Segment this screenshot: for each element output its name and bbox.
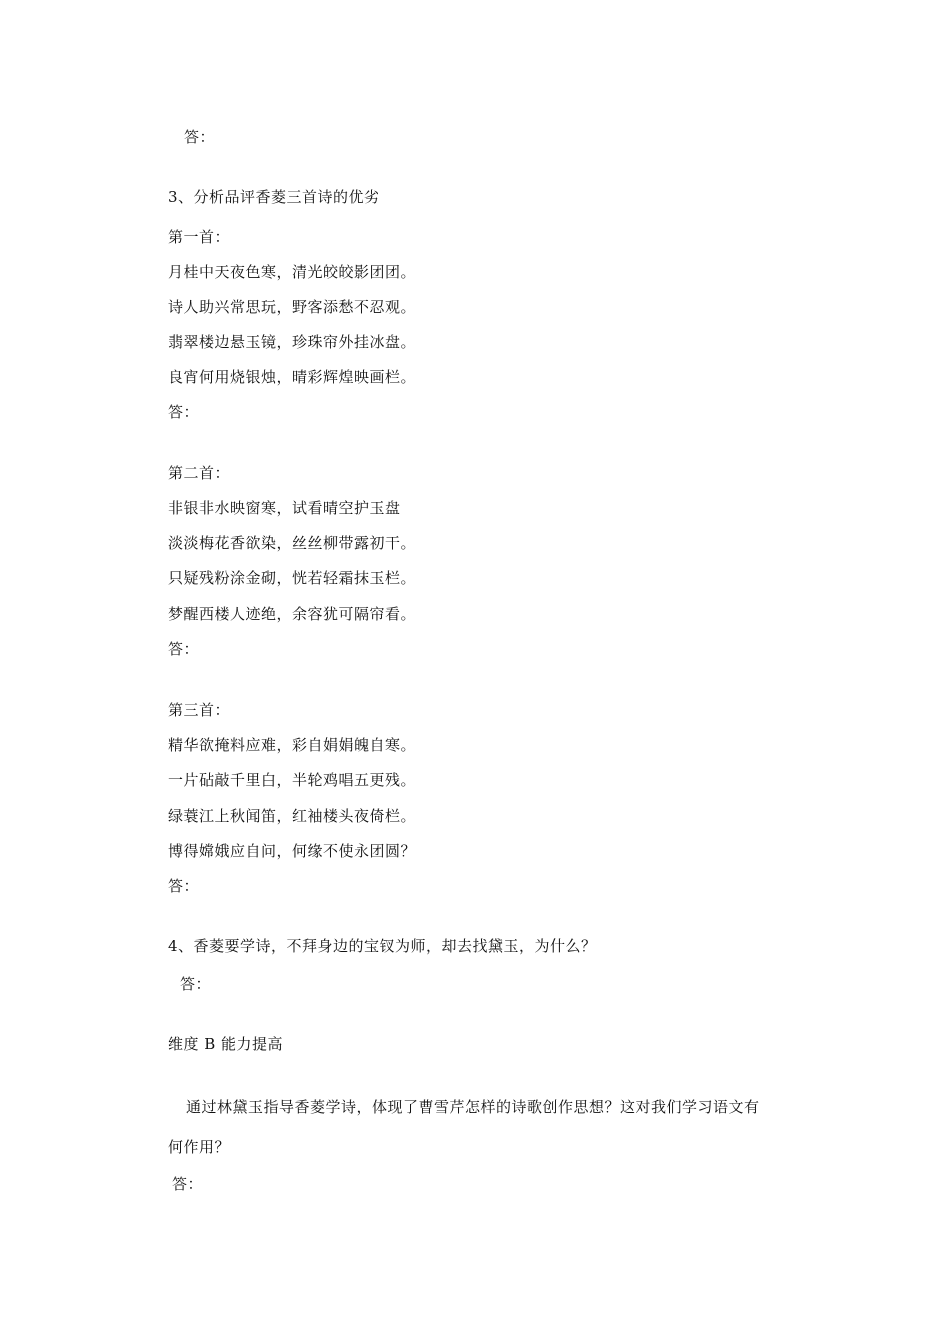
- poem-3-line: 精华欲掩料应难，彩自娟娟魄自寒。: [168, 736, 417, 754]
- poem-2-answer-label: 答：: [168, 640, 200, 658]
- poem-1-line: 良宵何用烧银烛，晴彩辉煌映画栏。: [168, 368, 417, 386]
- q4-title: 4、香菱要学诗，不拜身边的宝钗为师，却去找黛玉，为什么？: [168, 937, 597, 955]
- poem-2-line: 只疑残粉涂金砌，恍若轻霜抹玉栏。: [168, 569, 417, 587]
- poem-2-line: 非银非水映窗寒，试看晴空护玉盘: [168, 499, 401, 517]
- q4-answer-label: 答：: [180, 975, 212, 993]
- poem-2-line: 梦醒西楼人迹绝，余容犹可隔帘看。: [168, 605, 417, 623]
- q3-title: 3、分析品评香菱三首诗的优劣: [168, 188, 380, 206]
- poem-2-heading: 第二首：: [168, 464, 231, 482]
- poem-1-line: 诗人助兴常思玩，野客添愁不忍观。: [168, 298, 417, 316]
- poem-3-line: 博得嫦娥应自问，何缘不使永团圆？: [168, 842, 417, 860]
- section-b-question-line-1: 通过林黛玉指导香菱学诗，体现了曹雪芹怎样的诗歌创作思想？这对我们学习语文有: [186, 1098, 760, 1116]
- section-b-answer-label: 答：: [172, 1175, 204, 1193]
- section-b-title: 维度 B 能力提高: [168, 1035, 284, 1053]
- poem-3-line: 绿蓑江上秋闻笛，红袖楼头夜倚栏。: [168, 807, 417, 825]
- poem-3-answer-label: 答：: [168, 877, 200, 895]
- poem-3-line: 一片砧敲千里白，半轮鸡唱五更残。: [168, 771, 417, 789]
- poem-1-line: 翡翠楼边悬玉镜，珍珠帘外挂冰盘。: [168, 333, 417, 351]
- poem-2-line: 淡淡梅花香欲染，丝丝柳带露初干。: [168, 534, 417, 552]
- poem-3-heading: 第三首：: [168, 701, 231, 719]
- section-b-question-line-2: 何作用？: [168, 1138, 231, 1156]
- answer-label-top: 答：: [184, 128, 216, 146]
- poem-1-answer-label: 答：: [168, 403, 200, 421]
- poem-1-heading: 第一首：: [168, 228, 231, 246]
- poem-1-line: 月桂中天夜色寒，清光皎皎影团团。: [168, 263, 417, 281]
